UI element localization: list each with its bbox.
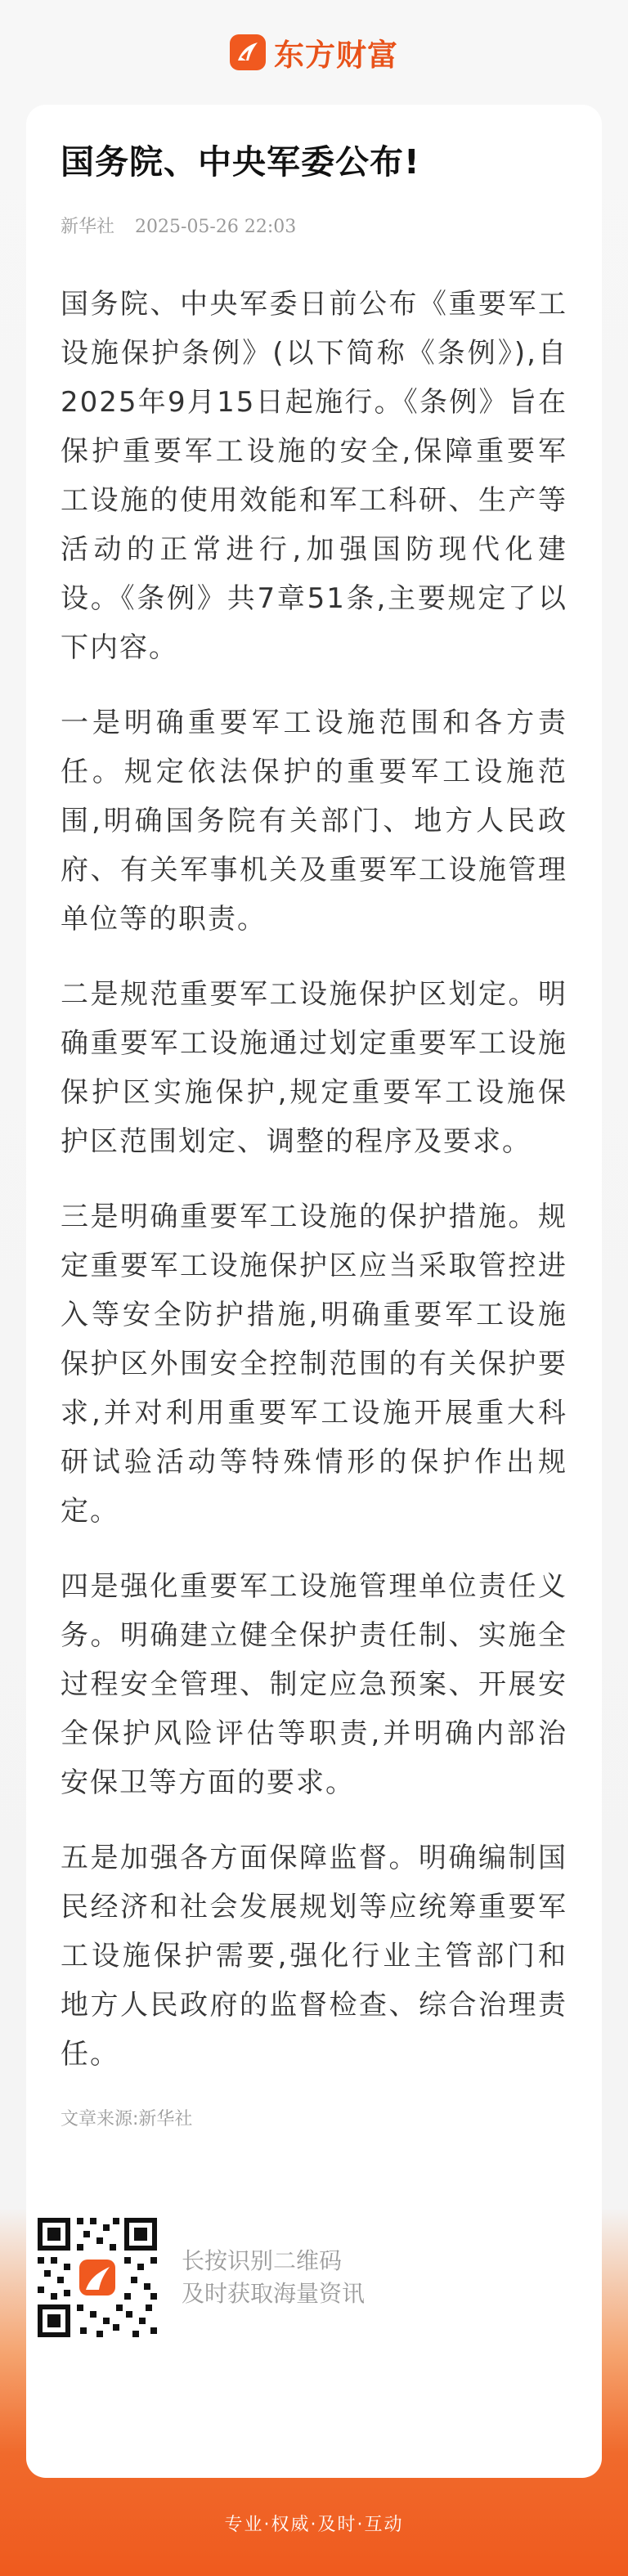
brand-name: 东方财富: [274, 38, 398, 73]
qr-caption-line1: 长按识别二维码: [182, 2247, 343, 2274]
qr-promo: [34, 2215, 365, 2340]
qr-caption-line2: 及时获取海量资讯: [182, 2280, 366, 2307]
article-body: [61, 280, 567, 2079]
qr-caption: [182, 2245, 365, 2310]
article-paragraph: 一是明确重要军工设施范围和各方责任。规定依法保护的重要军工设施范围,明确国务院有关部门、地方人民政府、有关军事机关及重要军工设施管理单位等的职责。: [61, 707, 567, 936]
qr-code-icon[interactable]: [34, 2215, 160, 2340]
article-paragraph: 二是规范重要军工设施保护区划定。明确重要军工设施通过划定重要军工设施保护区实施保护,规定重要军工设施保护区范围划定、调整的程序及要求。: [61, 978, 567, 1158]
article-title: 国务院、中央军委公布!: [61, 142, 420, 182]
footer-slogan: 专业·权威·及时·互动: [224, 2515, 404, 2535]
article-paragraph: 五是加强各方面保障监督。明确编制国民经济和社会发展规划等应统筹重要军工设施保护需要,强化行业主管部门和地方人民政府的监督检查、综合治理责任。: [61, 1842, 567, 2071]
article-date: 2025-05-26 22:03: [135, 217, 297, 237]
article-source-line: 文章来源:新华社: [61, 2109, 193, 2129]
article-paragraph: 国务院、中央军委日前公布《重要军工设施保护条例》(以下简称《条例》),自2025年9月15日起施行。《条例》旨在保护重要军工设施的安全,保障重要军工设施的使用效能和军工科研、生产等活动的正常进行,加强国防现代化建设。《条例》共7章51条,主要规定了以下内容。: [61, 288, 567, 664]
article-paragraph: 四是强化重要军工设施管理单位责任义务。明确建立健全保护责任制、实施全过程安全管理、制定应急预案、开展安全保护风险评估等职责,并明确内部治安保卫等方面的要求。: [61, 1570, 567, 1799]
brand-header: [0, 29, 628, 75]
article-paragraph: 三是明确重要军工设施的保护措施。规定重要军工设施保护区应当采取管控进入等安全防护措施,明确重要军工设施保护区外围安全控制范围的有关保护要求,并对利用重要军工设施开展重大科研试验活动等特殊情形的保护作出规定。: [61, 1200, 567, 1528]
brand-logo-icon: [230, 34, 266, 70]
article-source-name: 新华社: [61, 217, 115, 237]
article-card: [26, 105, 602, 2478]
article-meta: [61, 213, 567, 239]
